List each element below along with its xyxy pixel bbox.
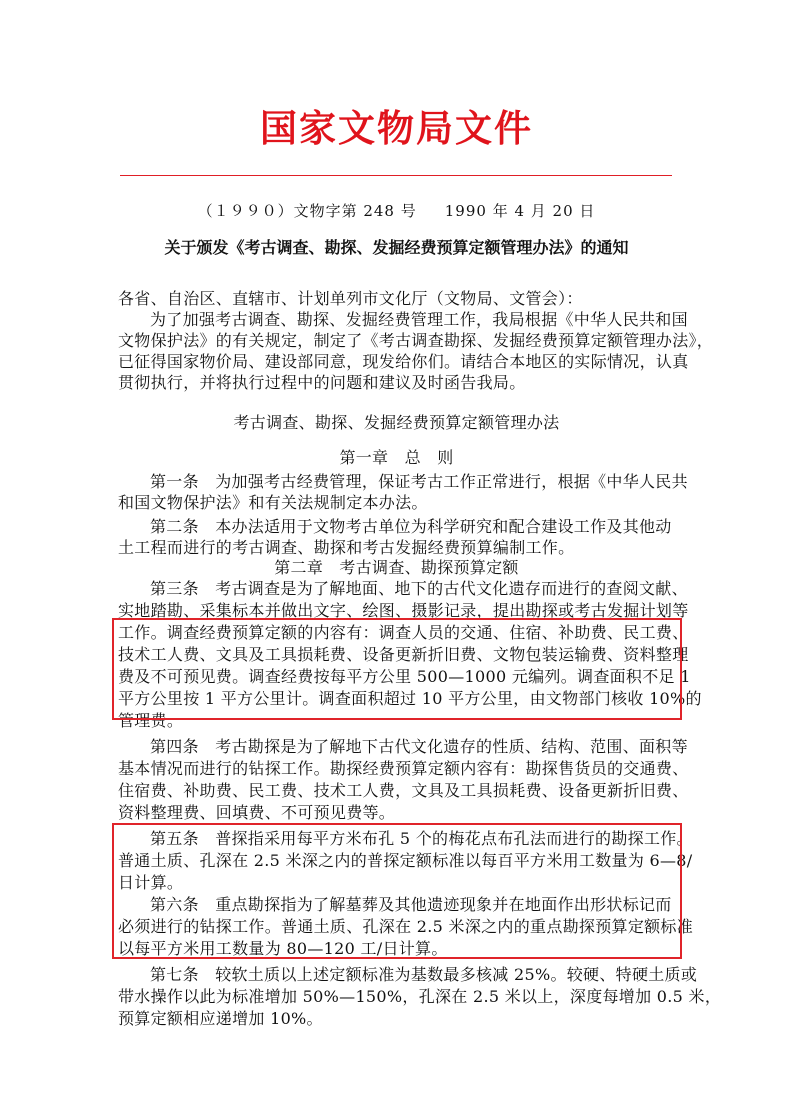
article-line: 管理费。 [118, 711, 184, 730]
article-line: 技术工人费、文具及工具损耗费、设备更新折旧费、文物包装运输费、资料整理 [118, 645, 689, 664]
article-line: 平方公里按 1 平方公里计。调查面积超过 10 平方公里，由文物部门核收 10%的 [118, 689, 702, 708]
article-line: 第二条 本办法适用于文物考古单位为科学研究和配合建设工作及其他动 [150, 517, 672, 536]
intro-line: 为了加强考古调查、勘探、发掘经费管理工作，我局根据《中华人民共和国 [150, 310, 688, 329]
highlight-box-article-3 [112, 618, 682, 720]
address-line: 各省、自治区、直辖市、计划单列市文化厅（文物局、文管会）： [118, 289, 583, 308]
measures-title: 考古调查、勘探、发掘经费预算定额管理办法 [233, 413, 560, 432]
article-line: 日计算。 [118, 873, 184, 892]
article-line: 第一条 为加强考古经费管理，保证考古工作正常进行，根据《中华人民共 [150, 472, 688, 491]
intro-line: 文物保护法》的有关规定，制定了《考古调查勘探、发掘经费预算定额管理办法》， [118, 331, 714, 350]
article-line: 以每平方米用工数量为 80—120 工/日计算。 [118, 939, 448, 958]
doc-number: （１９９０）文物字第 248 号 [197, 202, 417, 220]
chapter-heading: 第二章 考古调查、勘探预算定额 [274, 558, 519, 577]
notice-title: 关于颁发《考古调查、勘探、发掘经费预算定额管理办法》的通知 [164, 238, 629, 257]
intro-line: 贯彻执行，并将执行过程中的问题和建议及时函告我局。 [118, 373, 526, 392]
article-line: 土工程而进行的考古调查、勘探和考古发掘经费预算编制工作。 [118, 538, 575, 557]
article-line: 基本情况而进行的钻探工作。勘探经费预算定额内容有：勘探售货员的交通费、 [118, 759, 689, 778]
article-line: 和国文物保护法》和有关法规制定本办法。 [118, 493, 428, 512]
article-line: 实地踏勘、采集标本并做出文字、绘图、摄影记录，提出勘探或考古发掘计划等 [118, 601, 689, 620]
article-line: 必须进行的钻探工作。普通土质、孔深在 2.5 米深之内的重点勘探预算定额标准 [118, 917, 694, 936]
article-line: 工作。调查经费预算定额的内容有：调查人员的交通、住宿、补助费、民工费、 [118, 623, 689, 642]
article-line: 资料整理费、回填费、不可预见费等。 [118, 803, 396, 822]
chapter-heading: 第一章 总 则 [339, 448, 454, 467]
highlight-box-articles-5-6 [112, 823, 682, 959]
header-divider [120, 175, 672, 176]
doc-date: 1990 年 4 月 20 日 [444, 202, 596, 220]
document-header-title: 国家文物局文件 [260, 107, 533, 150]
article-line: 住宿费、补助费、民工费、技术工人费，文具及工具损耗费、设备更新折旧费、 [118, 781, 689, 800]
article-line: 第三条 考古调查是为了解地面、地下的古代文化遗存而进行的查阅文献、 [150, 579, 688, 598]
article-line: 带水操作以此为标准增加 50%—150%，孔深在 2.5 米以上，深度每增加 0.5 米， [118, 987, 722, 1006]
article-line: 普通土质、孔深在 2.5 米深之内的普探定额标准以每百平方米用工数量为 6—8/ [118, 851, 693, 870]
article-line: 费及不可预见费。调查经费按每平方公里 500—1000 元编列。调查面积不足 1 [118, 667, 691, 686]
article-line: 第六条 重点勘探指为了解墓葬及其他遗迹现象并在地面作出形状标记而 [150, 895, 672, 914]
article-line: 第四条 考古勘探是为了解地下古代文化遗存的性质、结构、范围、面积等 [150, 737, 688, 756]
document-meta [0, 200, 793, 221]
article-line: 预算定额相应递增加 10%。 [118, 1009, 323, 1028]
article-line: 第五条 普探指采用每平方米布孔 5 个的梅花点布孔法而进行的勘探工作。 [150, 829, 693, 848]
article-line: 第七条 较软土质以上述定额标准为基数最多核减 25%。较硬、特硬土质或 [150, 965, 698, 984]
intro-line: 已征得国家物价局、建设部同意，现发给你们。请结合本地区的实际情况，认真 [118, 352, 689, 371]
